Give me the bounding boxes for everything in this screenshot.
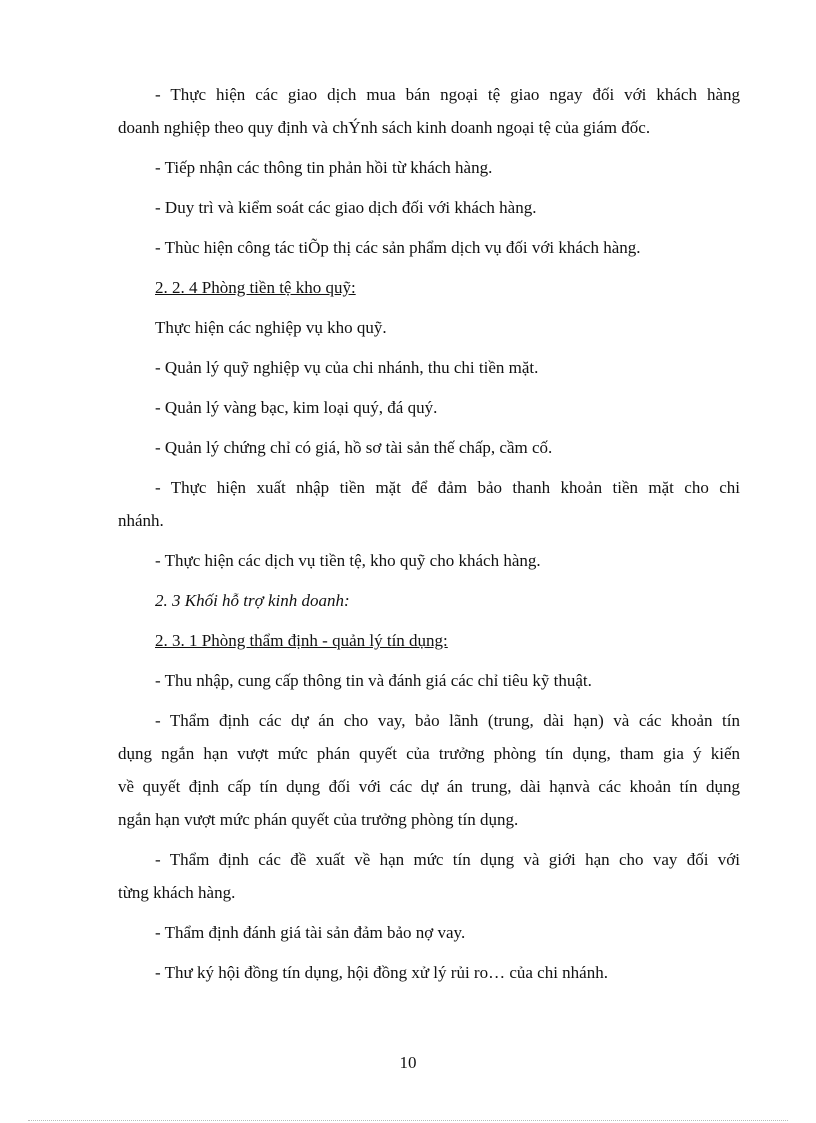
text-line: - Thẩm định các đề xuất về hạn mức tín dụng và giới hạn cho vay đối với	[155, 850, 740, 869]
text-line: - Thùc hiện công tác tiÕp thị các sản phẩm dịch vụ đối với khách hàng.	[155, 238, 641, 257]
text-line: - Thực hiện các giao dịch mua bán ngoại tệ giao ngay đối với khách hàng	[155, 85, 740, 104]
text-line: - Thẩm định đánh giá tài sản đảm bảo nợ vay.	[155, 923, 466, 942]
text-line: - Thu nhập, cung cấp thông tin và đánh giá các chỉ tiêu kỹ thuật.	[155, 671, 592, 690]
text-line: dụng ngắn hạn vượt mức phán quyết của trưởng phòng tín dụng, tham gia ý kiến	[118, 744, 740, 763]
page-number: 10	[399, 1053, 417, 1072]
text-line: doanh nghiệp theo quy định và chÝnh sách kinh doanh ngoại tệ của giám đốc.	[118, 118, 651, 137]
text-line: - Tiếp nhận các thông tin phản hồi từ khách hàng.	[155, 158, 493, 177]
text-line: - Thực hiện xuất nhập tiền mặt để đảm bảo thanh khoản tiền mặt cho chi	[155, 478, 740, 497]
text-line: - Thư ký hội đồng tín dụng, hội đồng xử lý rủi ro… của chi nhánh.	[155, 963, 608, 982]
text-line: nhánh.	[118, 511, 164, 530]
section-heading: 2. 3. 1 Phòng thẩm định - quản lý tín dụng:	[155, 631, 448, 650]
text-line: - Thực hiện các dịch vụ tiền tệ, kho quỹ cho khách hàng.	[155, 551, 541, 570]
text-line: - Thẩm định các dự án cho vay, bảo lãnh (trung, dài hạn) và các khoản tín	[155, 711, 740, 730]
text-line: ngắn hạn vượt mức phán quyết của trưởng phòng tín dụng.	[118, 810, 519, 829]
section-heading: 2. 2. 4 Phòng tiền tệ kho quỹ:	[155, 278, 356, 297]
text-line: từng khách hàng.	[118, 883, 236, 902]
text-line: - Quản lý chứng chỉ có giá, hồ sơ tài sản thế chấp, cầm cố.	[155, 438, 553, 457]
text-line: Thực hiện các nghiệp vụ kho quỹ.	[155, 318, 387, 337]
text-line: - Duy trì và kiểm soát các giao dịch đối với khách hàng.	[155, 198, 537, 217]
text-line: - Quản lý quỹ nghiệp vụ của chi nhánh, thu chi tiền mặt.	[155, 358, 539, 377]
page-bottom-divider	[28, 1120, 788, 1121]
text-line: - Quản lý vàng bạc, kim loại quý, đá quý.	[155, 398, 438, 417]
text-line: về quyết định cấp tín dụng đối với các dự án trung, dài hạnvà các khoản tín dụng	[118, 777, 740, 796]
section-heading-italic: 2. 3 Khối hỗ trợ kinh doanh:	[155, 591, 350, 610]
